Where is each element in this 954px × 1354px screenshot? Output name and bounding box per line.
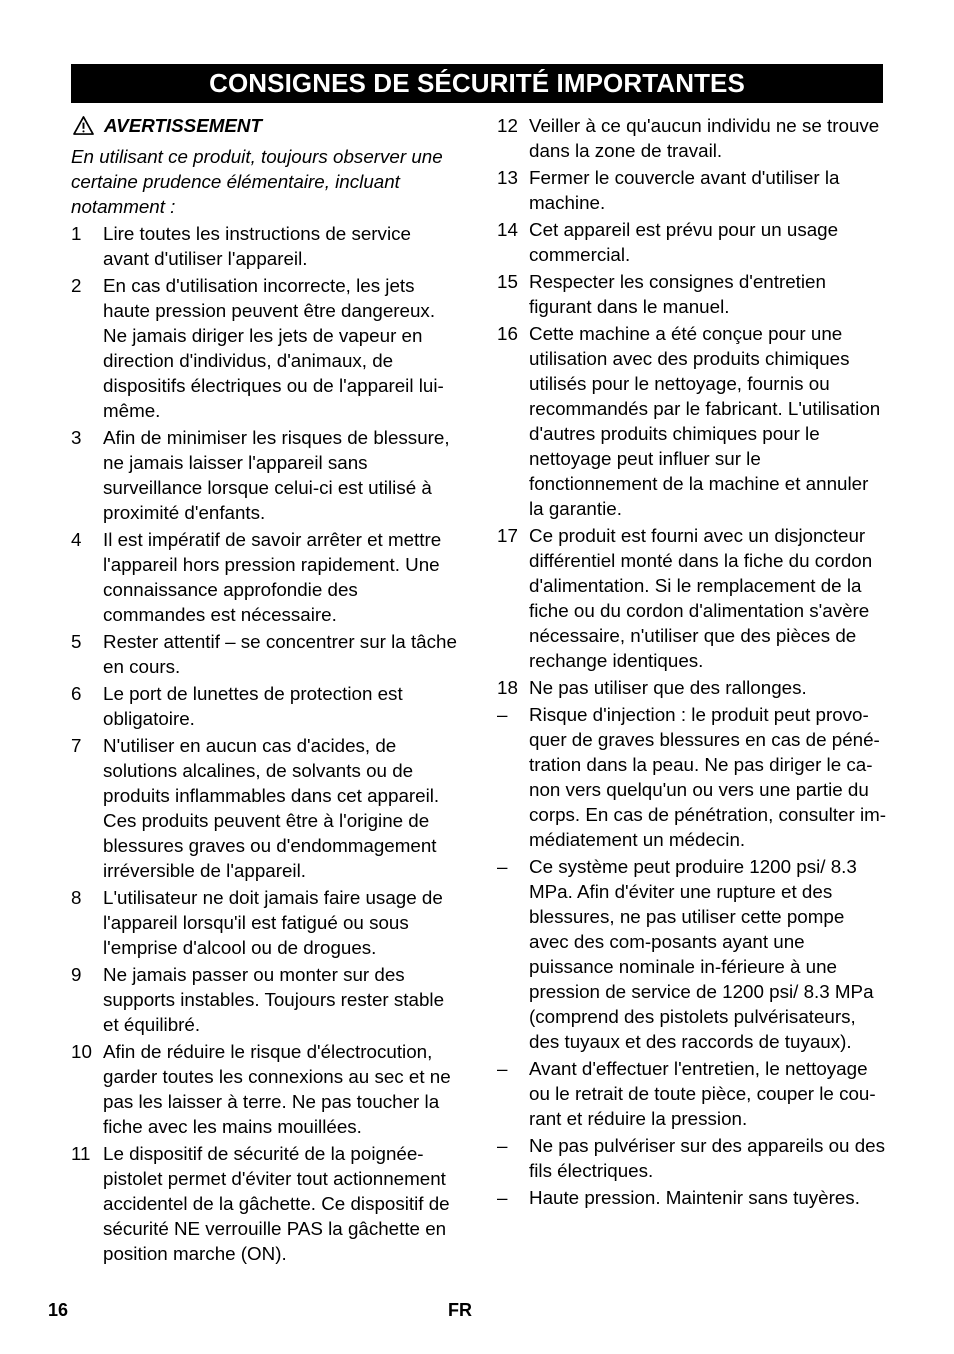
list-item — [497, 165, 887, 215]
list-item — [71, 733, 461, 883]
item-text: Avant d'effectuer l'entretien, le nettoyage ou le retrait de toute pièce, couper le cou-rant et réduire la pression. — [529, 1058, 876, 1129]
item-number: 1 — [71, 223, 82, 244]
list-item — [71, 885, 461, 960]
item-text: Respecter les consignes d'entretien figurant dans le manuel. — [529, 271, 826, 317]
list-item — [497, 702, 887, 852]
item-number: 10 — [71, 1041, 92, 1062]
item-number: 4 — [71, 529, 82, 550]
item-text: Rester attentif – se concentrer sur la tâche en cours. — [103, 631, 457, 677]
item-text: Fermer le couvercle avant d'utiliser la machine. — [529, 167, 840, 213]
item-text: Le port de lunettes de protection est obligatoire. — [103, 683, 403, 729]
language-code: FR — [448, 1300, 472, 1320]
item-number: 3 — [71, 427, 82, 448]
item-number: 2 — [71, 275, 82, 296]
item-number: – — [497, 1135, 508, 1156]
item-number: 12 — [497, 115, 518, 136]
list-item — [71, 221, 461, 271]
item-number: 5 — [71, 631, 82, 652]
list-item — [497, 113, 887, 163]
warning-triangle-icon — [73, 116, 94, 135]
item-text: Le dispositif de sécurité de la poignée-pistolet permet d'éviter tout actionnement accidentel de la gâchette. Ce dispositif de sécurité NE verrouille PAS la gâchette en position marche (ON). — [103, 1143, 450, 1264]
list-item — [71, 1039, 461, 1139]
item-number: 8 — [71, 887, 82, 908]
warning-intro: En utilisant ce produit, toujours observer une certaine prudence élémentaire, incluant notamment : — [71, 146, 443, 217]
list-item — [497, 1185, 887, 1210]
list-item — [71, 1141, 461, 1266]
item-number: 14 — [497, 219, 518, 240]
item-number: – — [497, 704, 508, 725]
list-item — [71, 962, 461, 1037]
left-column — [71, 113, 461, 1266]
list-item — [71, 273, 461, 423]
item-text: Ce produit est fourni avec un disjoncteur différentiel monté dans la fiche du cordon d'alimentation. Si le remplacement de la fiche ou du cordon d'alimentation s'avère nécessaire, n'utiliser que des pièces de rechange identiques. — [529, 525, 873, 671]
list-item — [497, 523, 887, 673]
item-text: Risque d'injection : le produit peut provo-quer de graves blessures en cas de péné-tration dans la peau. Ne pas diriger le ca-non vers quelqu'un ou vers une partie du corps. En cas de pénétration, consulter im-médiatement un médecin. — [529, 704, 887, 850]
item-number: 17 — [497, 525, 518, 546]
item-text: Afin de réduire le risque d'électrocution, garder toutes les connexions au sec et ne pas les laisser à terre. Ne pas toucher la fiche avec les mains mouillées. — [103, 1041, 451, 1137]
item-number: 6 — [71, 683, 82, 704]
item-text: Ne pas pulvériser sur des appareils ou des fils électriques. — [529, 1135, 885, 1181]
warning-label: AVERTISSEMENT — [104, 115, 262, 136]
safety-list-left — [71, 221, 461, 1266]
item-text: L'utilisateur ne doit jamais faire usage de l'appareil lorsqu'il est fatigué ou sous l'emprise d'alcool ou de drogues. — [103, 887, 443, 958]
list-item — [497, 269, 887, 319]
item-text: Ne pas utiliser que des rallonges. — [529, 677, 807, 698]
item-number: 13 — [497, 167, 518, 188]
item-text: Cet appareil est prévu pour un usage commercial. — [529, 219, 839, 265]
list-item — [497, 321, 887, 521]
item-number: 15 — [497, 271, 518, 292]
list-item — [497, 1056, 887, 1131]
section-title-banner: CONSIGNES DE SÉCURITÉ IMPORTANTES — [71, 64, 883, 103]
list-item — [497, 675, 887, 700]
list-item — [497, 854, 887, 1054]
item-text: Ne jamais passer ou monter sur des supports instables. Toujours rester stable et équilibré. — [103, 964, 445, 1035]
list-item — [497, 217, 887, 267]
item-number: 9 — [71, 964, 82, 985]
list-item — [71, 629, 461, 679]
item-number: 18 — [497, 677, 518, 698]
item-number: – — [497, 856, 508, 877]
item-number: 11 — [71, 1143, 91, 1164]
item-number: – — [497, 1187, 508, 1208]
warning-heading — [71, 113, 461, 138]
page-number: 16 — [48, 1300, 69, 1320]
list-item — [71, 527, 461, 627]
item-text: Il est impératif de savoir arrêter et mettre l'appareil hors pression rapidement. Une connaissance approfondie des commandes est nécessaire. — [103, 529, 442, 625]
item-text: Afin de minimiser les risques de blessure, ne jamais laisser l'appareil sans surveillance lorsque celui-ci est utilisé à proximité d'enfants. — [103, 427, 450, 523]
item-text: N'utiliser en aucun cas d'acides, de solutions alcalines, de solvants ou de produits inflammables dans cet appareil. Ces produits peuvent être à l'origine de blessures graves ou d'endommagement irréversible de l'appareil. — [103, 735, 440, 881]
item-text: Lire toutes les instructions de service avant d'utiliser l'appareil. — [103, 223, 411, 269]
safety-list-right — [497, 113, 887, 1210]
item-text: Haute pression. Maintenir sans tuyères. — [529, 1187, 860, 1208]
list-item — [497, 1133, 887, 1183]
item-number: 16 — [497, 323, 518, 344]
item-text: Ce système peut produire 1200 psi/ 8.3 MPa. Afin d'éviter une rupture et des blessures, ne pas utiliser cette pompe avec des com-posants ayant une puissance nominale in-férieure à une pression de service de 1200 psi/ 8.3 MPa (comprend des pistolets pulvérisateurs, des tuyaux et des raccords de tuyaux). — [529, 856, 874, 1052]
item-text: Veiller à ce qu'aucun individu ne se trouve dans la zone de travail. — [529, 115, 880, 161]
item-number: 7 — [71, 735, 82, 756]
item-text: Cette machine a été conçue pour une utilisation avec des produits chimiques utilisés pour le nettoyage, fournis ou recommandés par le fabricant. L'utilisation d'autres produits chimiques pour le nettoyage peut influer sur le fonctionnement de la machine et annuler la garantie. — [529, 323, 881, 519]
list-item — [71, 425, 461, 525]
list-item — [71, 681, 461, 731]
item-number: – — [497, 1058, 508, 1079]
right-column — [497, 113, 887, 1210]
item-text: En cas d'utilisation incorrecte, les jets haute pression peuvent être dangereux. Ne jamais diriger les jets de vapeur en direction d'individus, d'animaux, de dispositifs électriques ou de l'appareil lui-même. — [103, 275, 444, 421]
